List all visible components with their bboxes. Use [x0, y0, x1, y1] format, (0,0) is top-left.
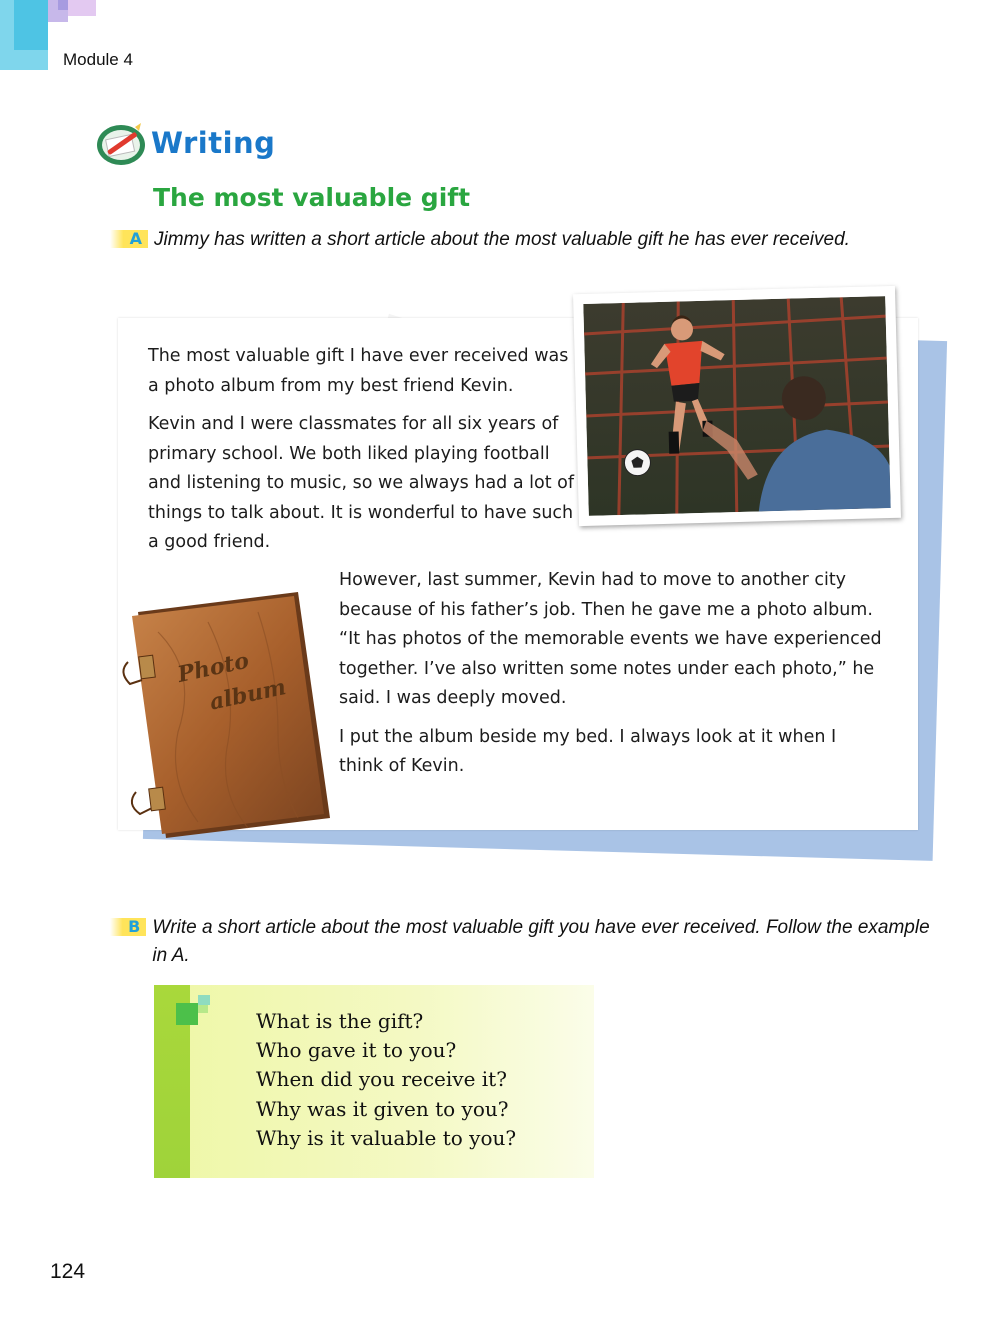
question-prompt-box: [154, 985, 594, 1178]
article-paragraph: The most valuable gift I have ever received was a photo album from my best friend Kevin.: [148, 346, 569, 396]
pen-paper-icon: [95, 119, 147, 167]
section-heading: [95, 118, 275, 168]
photo-album-image: [118, 592, 333, 838]
question-item: Why was it given to you?: [256, 1096, 509, 1121]
article-paragraph: Kevin and I were classmates for all six years of primary school. We both liked playing football and listening to music, so we always had a lot of things to talk about. It is wonderful to have such a good friend.: [148, 414, 574, 552]
album-cover-text-line1: Photo: [175, 647, 252, 689]
task-b-instruction: Write a short article about the most valuable gift you have ever received. Follow the example in A.: [152, 917, 930, 966]
module-label: Module 4: [63, 50, 133, 69]
question-item: What is the gift?: [256, 1009, 424, 1033]
question-item: Who gave it to you?: [256, 1038, 457, 1063]
article-text-bottom: [339, 566, 884, 791]
page-number: 124: [50, 1260, 86, 1283]
task-letter-a: A: [110, 230, 148, 248]
task-a-instruction: Jimmy has written a short article about the most valuable gift he has ever received.: [154, 229, 850, 250]
section-subtitle: The most valuable gift: [153, 183, 471, 212]
question-item: When did you receive it?: [256, 1067, 507, 1092]
question-box-decoration: [176, 995, 216, 1035]
section-title: Writing: [151, 126, 276, 160]
article-paragraph: However, last summer, Kevin had to move to another city because of his father’s job. Then he gave me a photo album. “It has photos of the memorable events we have experienced together. I’ve also written some notes under each photo,” he said. I was deeply moved.: [339, 570, 882, 708]
football-photo: [573, 286, 901, 526]
question-item: Why is it valuable to you?: [256, 1125, 517, 1150]
task-b: [110, 914, 930, 970]
question-list: [256, 1007, 516, 1153]
task-a: [110, 226, 850, 254]
task-letter-b: B: [110, 918, 146, 936]
article-text-top: [148, 342, 576, 567]
article-paragraph: I put the album beside my bed. I always look at it when I think of Kevin.: [339, 726, 837, 776]
football-photo-image: [583, 296, 890, 516]
album-cover-text-line2: album: [207, 674, 289, 716]
